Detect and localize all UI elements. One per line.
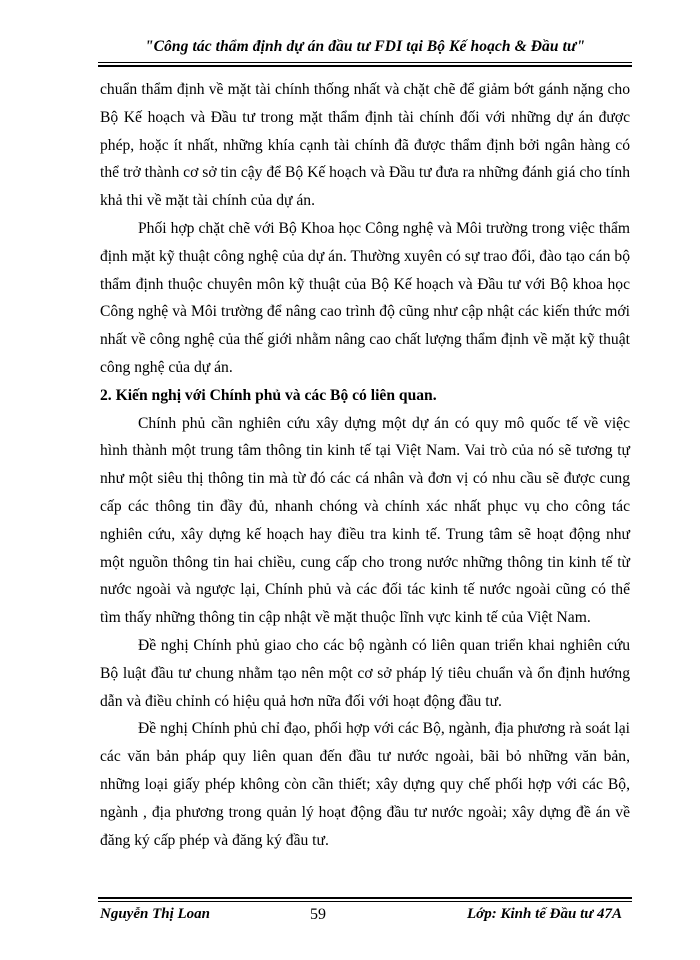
page-header-title: "Công tác thẩm định dự án đầu tư FDI tại Bộ Kế hoạch & Đầu tư" (144, 38, 586, 55)
paragraph-continued: chuẩn thẩm định về mặt tài chính thống nhất và chặt chẽ để giảm bớt gánh nặng cho Bộ Kế hoạch và Đầu tư trong mặt thẩm định tài chính đối với những dự án được phép, hoặc ít nhất, những khía cạnh tài chính đã được thẩm định bởi ngân hàng có thể trở thành cơ sở tin cậy để Bộ Kế hoạch và Đầu tư đưa ra những đánh giá cho tính khả thi về mặt tài chính của dự án. (100, 81, 630, 210)
paragraph-review-documents: Đề nghị Chính phủ chỉ đạo, phối hợp với các Bộ, ngành, địa phương rà soát lại các văn bản pháp quy liên quan đến đầu tư nước ngoài, bãi bỏ những văn bản, những loại giấy phép không còn cần thiết; xây dựng quy chế phối hợp với các Bộ, ngành , địa phương trong quản lý hoạt động đầu tư nước ngoài; xây dựng đề án về đăng ký cấp phép và đăng ký đầu tư. (100, 720, 630, 849)
paragraph-investment-law: Đề nghị Chính phủ giao cho các bộ ngành có liên quan triển khai nghiên cứu Bộ luật đầu tư chung nhằm tạo nên một cơ sở pháp lý tiêu chuẩn và ổn định hướng dẫn và điều chỉnh có hiệu quả hơn nữa đối với hoạt động đầu tư. (100, 636, 630, 710)
section-heading: 2. Kiến nghị với Chính phủ và các Bộ có liên quan. (100, 386, 437, 404)
page-footer (100, 906, 630, 928)
footer-rule-thick (98, 897, 632, 899)
footer-page-number: 59 (310, 906, 326, 923)
header-rule-thin (98, 62, 632, 63)
paragraph-coordination: Phối hợp chặt chẽ với Bộ Khoa học Công nghệ và Môi trường trong việc thẩm định mặt kỹ thuật công nghệ của dự án. Thường xuyên có sự trao đổi, đào tạo cán bộ thẩm định thuộc chuyên môn kỹ thuật của Bộ Kế hoạch và Đầu tư với Bộ khoa học Công nghệ và Môi trường để nâng cao trình độ cũng như cập nhật các kiến thức mới nhất về công nghệ của thế giới nhằm nâng cao chất lượng thẩm định về mặt kỹ thuật công nghệ của dự án. (100, 219, 630, 376)
footer-rule-thin (98, 901, 632, 902)
footer-class-name: Lớp: Kinh tế Đầu tư 47A (467, 906, 622, 922)
paragraph-info-center: Chính phủ cần nghiên cứu xây dựng một dự án có quy mô quốc tế về việc hình thành một trung tâm thông tin kinh tế tại Việt Nam. Vai trò của nó sẽ tương tự như một siêu thị thông tin mà từ đó các cá nhân và đơn vị có nhu cầu sẽ được cung cấp các thông tin đầy đủ, nhanh chóng và chính xác nhất phục vụ cho công tác nghiên cứu, xây dựng kế hoạch hay điều tra kinh tế. Trung tâm sẽ hoạt động như một nguồn thông tin hai chiều, cung cấp cho trong nước những thông tin kinh tế từ nước ngoài và ngược lại, Chính phủ và các đối tác kinh tế nước ngoài cũng có thể tìm thấy những thông tin cập nhật về mặt thuộc lĩnh vực kinh tế của Việt Nam. (100, 414, 630, 627)
header-rule-thick (98, 65, 632, 67)
footer-author: Nguyễn Thị Loan (100, 906, 211, 922)
document-body (100, 76, 630, 854)
